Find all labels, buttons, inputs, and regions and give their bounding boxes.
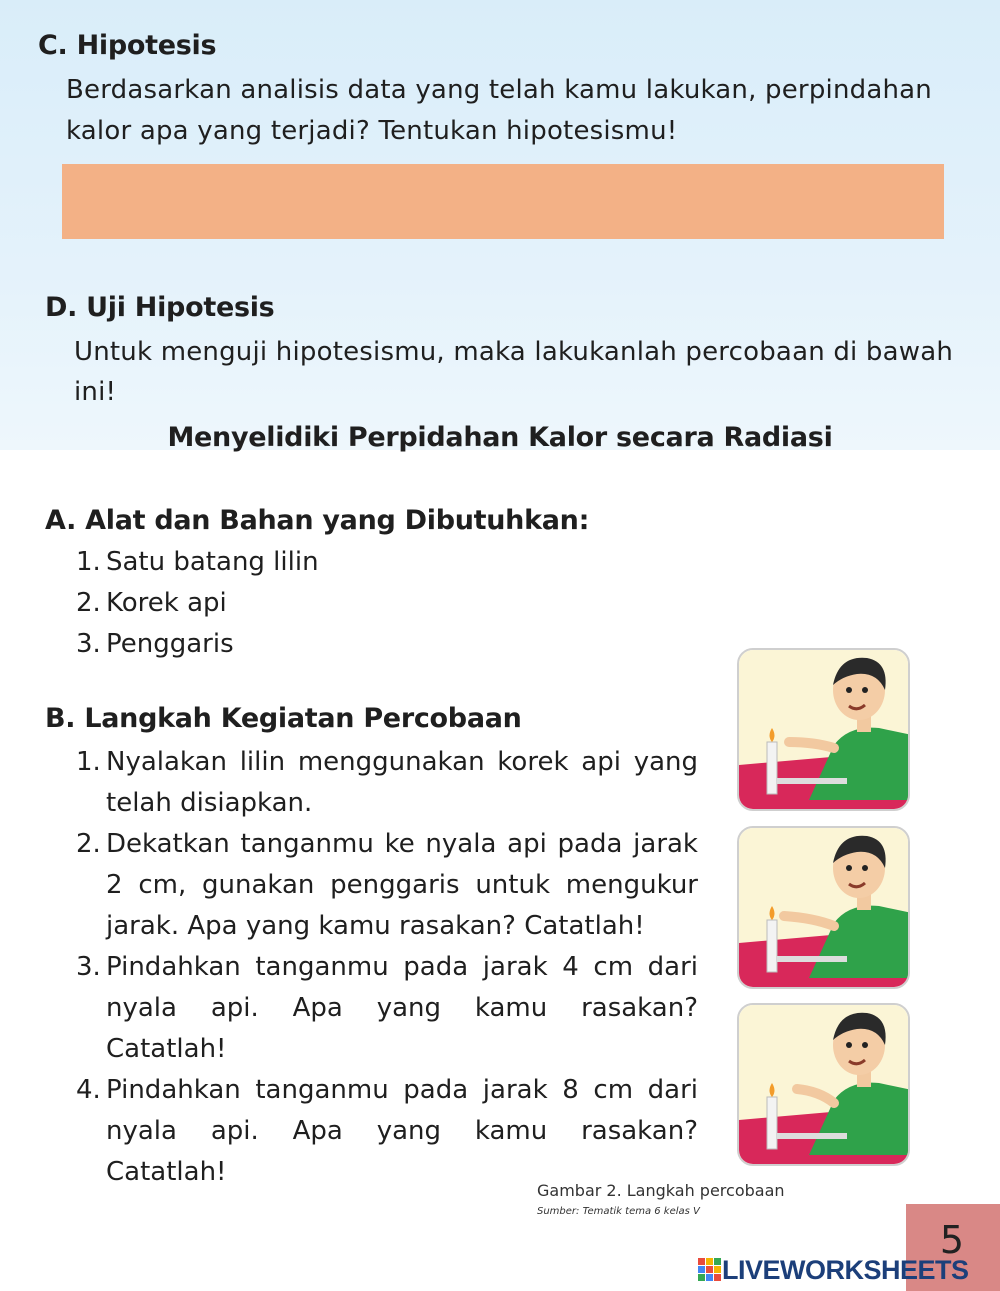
liveworksheets-logo[interactable] bbox=[698, 1253, 969, 1287]
list-item: 4. Pindahkan tanganmu pada jarak 8 cm dari nyala api. Apa yang kamu rasakan? Catatlah! bbox=[76, 1075, 698, 1187]
figure-caption: Gambar 2. Langkah percobaan bbox=[537, 1181, 785, 1200]
section-c-line2: kalor apa yang terjadi? Tentukan hipotesismu! bbox=[66, 116, 678, 146]
liveworksheets-text: LIVEWORKSHEETS bbox=[722, 1254, 969, 1285]
list-item: 1. Satu batang lilin bbox=[76, 547, 319, 577]
section-d-line2: ini! bbox=[74, 377, 117, 407]
boy-candle-illustration bbox=[739, 1005, 910, 1166]
liveworksheets-icon bbox=[698, 1258, 722, 1282]
step-illustration-1 bbox=[737, 648, 910, 811]
step-illustration-3 bbox=[737, 1003, 910, 1166]
steps-list bbox=[76, 742, 698, 1193]
section-c-title: C. Hipotesis bbox=[38, 30, 217, 61]
list-item: 1. Nyalakan lilin menggunakan korek api yang telah disiapkan. bbox=[76, 747, 698, 818]
tools-title: A. Alat dan Bahan yang Dibutuhkan: bbox=[45, 505, 590, 536]
list-item: 3. Pindahkan tanganmu pada jarak 4 cm dari nyala api. Apa yang kamu rasakan? Catatlah! bbox=[76, 952, 698, 1064]
hypothesis-answer-box[interactable] bbox=[62, 164, 944, 239]
steps-title: B. Langkah Kegiatan Percobaan bbox=[45, 703, 522, 734]
step-illustration-2 bbox=[737, 826, 910, 989]
list-item: 2. Korek api bbox=[76, 588, 227, 618]
figure-source: Sumber: Tematik tema 6 kelas V bbox=[537, 1206, 700, 1217]
tools-list bbox=[76, 542, 676, 665]
experiment-title: Menyelidiki Perpidahan Kalor secara Radiasi bbox=[167, 422, 833, 453]
list-item: 2. Dekatkan tanganmu ke nyala api pada jarak 2 cm, gunakan penggaris untuk mengukur jarak. Apa yang kamu rasakan? Catatlah! bbox=[76, 829, 698, 941]
section-d-title: D. Uji Hipotesis bbox=[45, 292, 275, 323]
boy-candle-illustration bbox=[739, 828, 910, 989]
page-number: 5 bbox=[939, 1218, 964, 1262]
boy-candle-illustration bbox=[739, 650, 910, 811]
list-item: 3. Penggaris bbox=[76, 629, 234, 659]
section-c-line1: Berdasarkan analisis data yang telah kamu lakukan, perpindahan bbox=[66, 75, 932, 105]
section-d-line1: Untuk menguji hipotesismu, maka lakukanlah percobaan di bawah bbox=[74, 337, 954, 367]
